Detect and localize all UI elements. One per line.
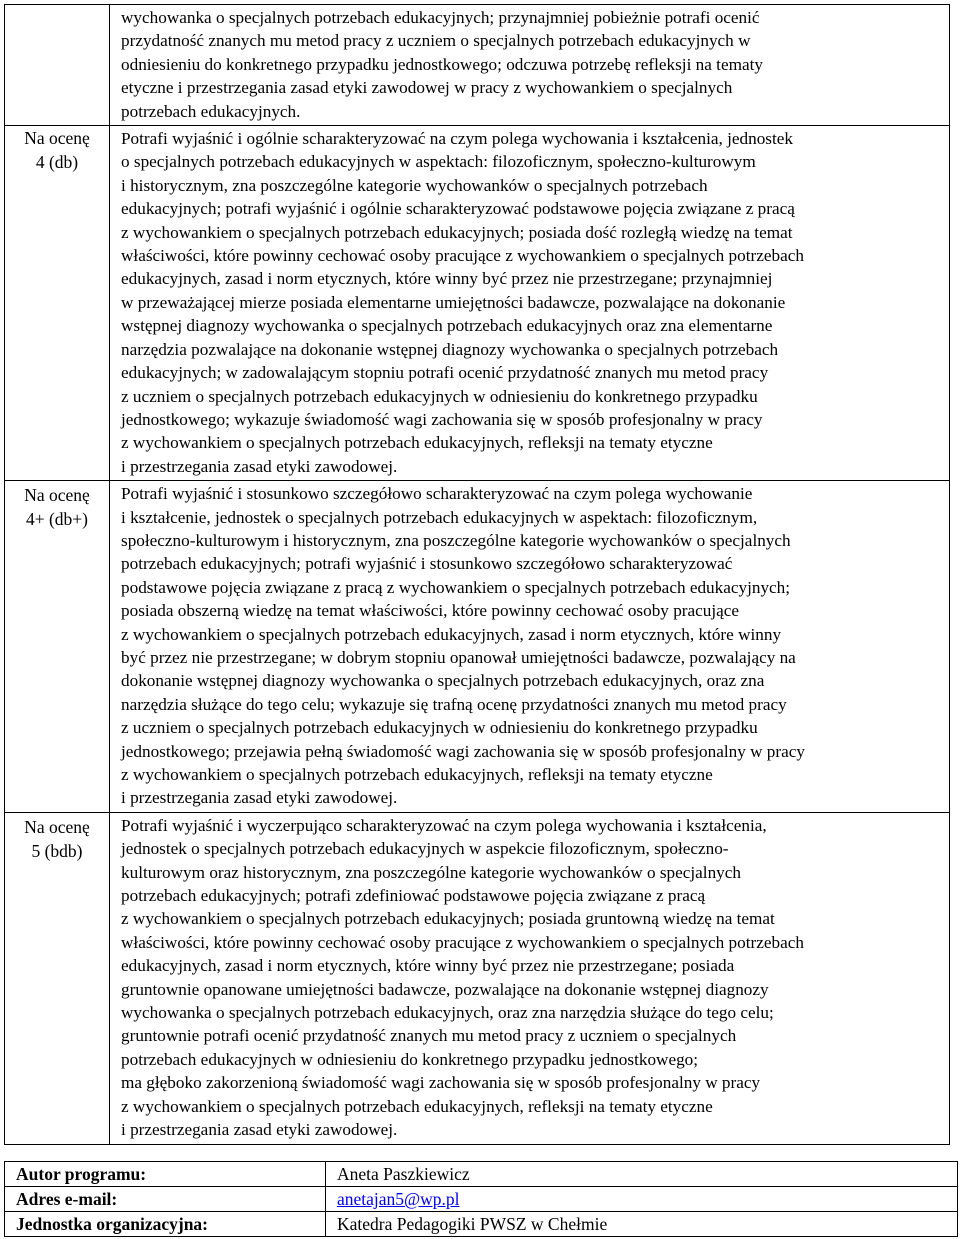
email-row [5, 1187, 958, 1212]
grade-label-line: Na ocenę [24, 485, 90, 506]
grade-label-line: Na ocenę [24, 816, 90, 837]
email-link[interactable]: anetajan5@wp.pl [337, 1189, 460, 1209]
grade-description: wychowanka o specjalnych potrzebach edukacyjnych; przynajmniej pobieżnie potrafi ocenić przydatność znanych mu metod pracy z uczniem o specjalnych potrzebach edukacyjnych w odniesieniu do konkretnego przypadku jednostkowego; odczuwa potrzebę refleksji na tematy etyczne i przestrzegania zasad etyki zawodowej w pracy z wychowankiem o specjalnych potrzebach edukacyjnych. [110, 5, 950, 126]
grade-label-cell [5, 126, 110, 481]
grade-label-cell [5, 812, 110, 1144]
grade-label-value: 4 (db) [35, 152, 79, 173]
program-info-table [4, 1161, 958, 1237]
author-value: Aneta Paszkiewicz [326, 1162, 958, 1187]
unit-label: Jednostka organizacyjna: [5, 1212, 326, 1237]
grade-description: Potrafi wyjaśnić i wyczerpująco scharakteryzować na czym polega wychowania i kształcenia, jednostek o specjalnych potrzebach edukacyjnych w aspekcie filozoficznym, społeczno- kulturowym oraz historycznym, zna poszczególne kategorie wychowanków o specjalnych potrzebach edukacyjnych; potrafi zdefiniować podstawowe pojęcia związane z pracą z wychowankiem o specjalnych potrzebach edukacyjnych; posiada gruntowną wiedzę na temat właściwości, które powinny cechować osoby pracujące z wychowankiem o specjalnych potrzebach edukacyjnych, zasad i norm etycznych, które winny być przez nie przestrzegane; posiada gruntownie opanowane umiejętności badawcze, pozwalające na dokonanie wstępnej diagnozy wychowanka o specjalnych potrzebach edukacyjnych, oraz zna narzędzia służące do tego celu; gruntownie potrafi ocenić przydatność znanych mu metod pracy z uczniem o specjalnych potrzebach edukacyjnych w odniesieniu do konkretnego przypadku jednostkowego; ma głęboko zakorzenioną świadomość wagi zachowania się w sposób profesjonalny w pracy z wychowankiem o specjalnych potrzebach edukacyjnych, refleksji na tematy etyczne i przestrzegania zasad etyki zawodowej. [110, 812, 950, 1144]
grading-criteria-table [4, 4, 950, 1145]
grade-label-cell [5, 481, 110, 813]
grade-description: Potrafi wyjaśnić i stosunkowo szczegółowo scharakteryzować na czym polega wychowanie i kształcenie, jednostek o specjalnych potrzebach edukacyjnych w aspektach: filozoficznym, społeczno-kulturowym i historycznym, zna poszczególne kategorie wychowanków o specjalnych potrzebach edukacyjnych; potrafi wyjaśnić i stosunkowo szczegółowo scharakteryzować podstawowe pojęcia związane z pracą z wychowankiem o specjalnych potrzebach edukacyjnych; posiada obszerną wiedzę na temat właściwości, które powinny cechować osoby pracujące z wychowankiem o specjalnych potrzebach edukacyjnych, zasad i norm etycznych, które winny być przez nie przestrzegane; w dobrym stopniu opanował umiejętności badawcze, pozwalający na dokonanie wstępnej diagnozy wychowanka o specjalnych potrzebach edukacyjnych, oraz zna narzędzia służące do tego celu; wykazuje się trafną ocenę przydatności znanych mu metod pracy z uczniem o specjalnych potrzebach edukacyjnych w odniesieniu do konkretnego przypadku jednostkowego; przejawia pełną świadomość wagi zachowania się w sposób profesjonalny w pracy z wychowankiem o specjalnych potrzebach edukacyjnych, refleksji na tematy etyczne i przestrzegania zasad etyki zawodowej. [110, 481, 950, 813]
email-label: Adres e-mail: [5, 1187, 326, 1212]
grading-row-4-plus [5, 481, 950, 813]
grade-label-line: Na ocenę [24, 128, 90, 149]
unit-value: Katedra Pedagogiki PWSZ w Chełmie [326, 1212, 958, 1237]
grade-description: Potrafi wyjaśnić i ogólnie scharakteryzować na czym polega wychowania i kształcenia, jednostek o specjalnych potrzebach edukacyjnych w aspektach: filozoficznym, społeczno-kulturowym i historycznym, zna poszczególne kategorie wychowanków o specjalnych potrzebach edukacyjnych; potrafi wyjaśnić i ogólnie scharakteryzować podstawowe pojęcia związane z pracą z wychowankiem o specjalnych potrzebach edukacyjnych; posiada dość rozległą wiedzę na temat właściwości, które powinny cechować osoby pracujące z wychowankiem o specjalnych potrzebach edukacyjnych, zasad i norm etycznych, które winny być przez nie przestrzegane; przynajmniej w przeważającej mierze posiada elementarne umiejętności badawcze, pozwalające na dokonanie wstępnej diagnozy wychowanka o specjalnych potrzebach edukacyjnych oraz zna elementarne narzędzia pozwalające na dokonanie wstępnej diagnozy wychowanka o specjalnych potrzebach edukacyjnych; w zadowalającym stopniu potrafi ocenić przydatność znanych mu metod pracy z uczniem o specjalnych potrzebach edukacyjnych w odniesieniu do konkretnego przypadku jednostkowego; wykazuje świadomość wagi zachowania się w sposób profesjonalny w pracy z wychowankiem o specjalnych potrzebach edukacyjnych, refleksji na tematy etyczne i przestrzegania zasad etyki zawodowej. [110, 126, 950, 481]
author-row [5, 1162, 958, 1187]
grading-row-4 [5, 126, 950, 481]
grade-label-cell [5, 5, 110, 126]
unit-row [5, 1212, 958, 1237]
email-value-cell [326, 1187, 958, 1212]
grade-label-value: 5 (bdb) [31, 840, 83, 861]
grade-label-value: 4+ (db+) [25, 509, 89, 530]
grading-row-5 [5, 812, 950, 1144]
grading-row-continuation [5, 5, 950, 126]
author-label: Autor programu: [5, 1162, 326, 1187]
